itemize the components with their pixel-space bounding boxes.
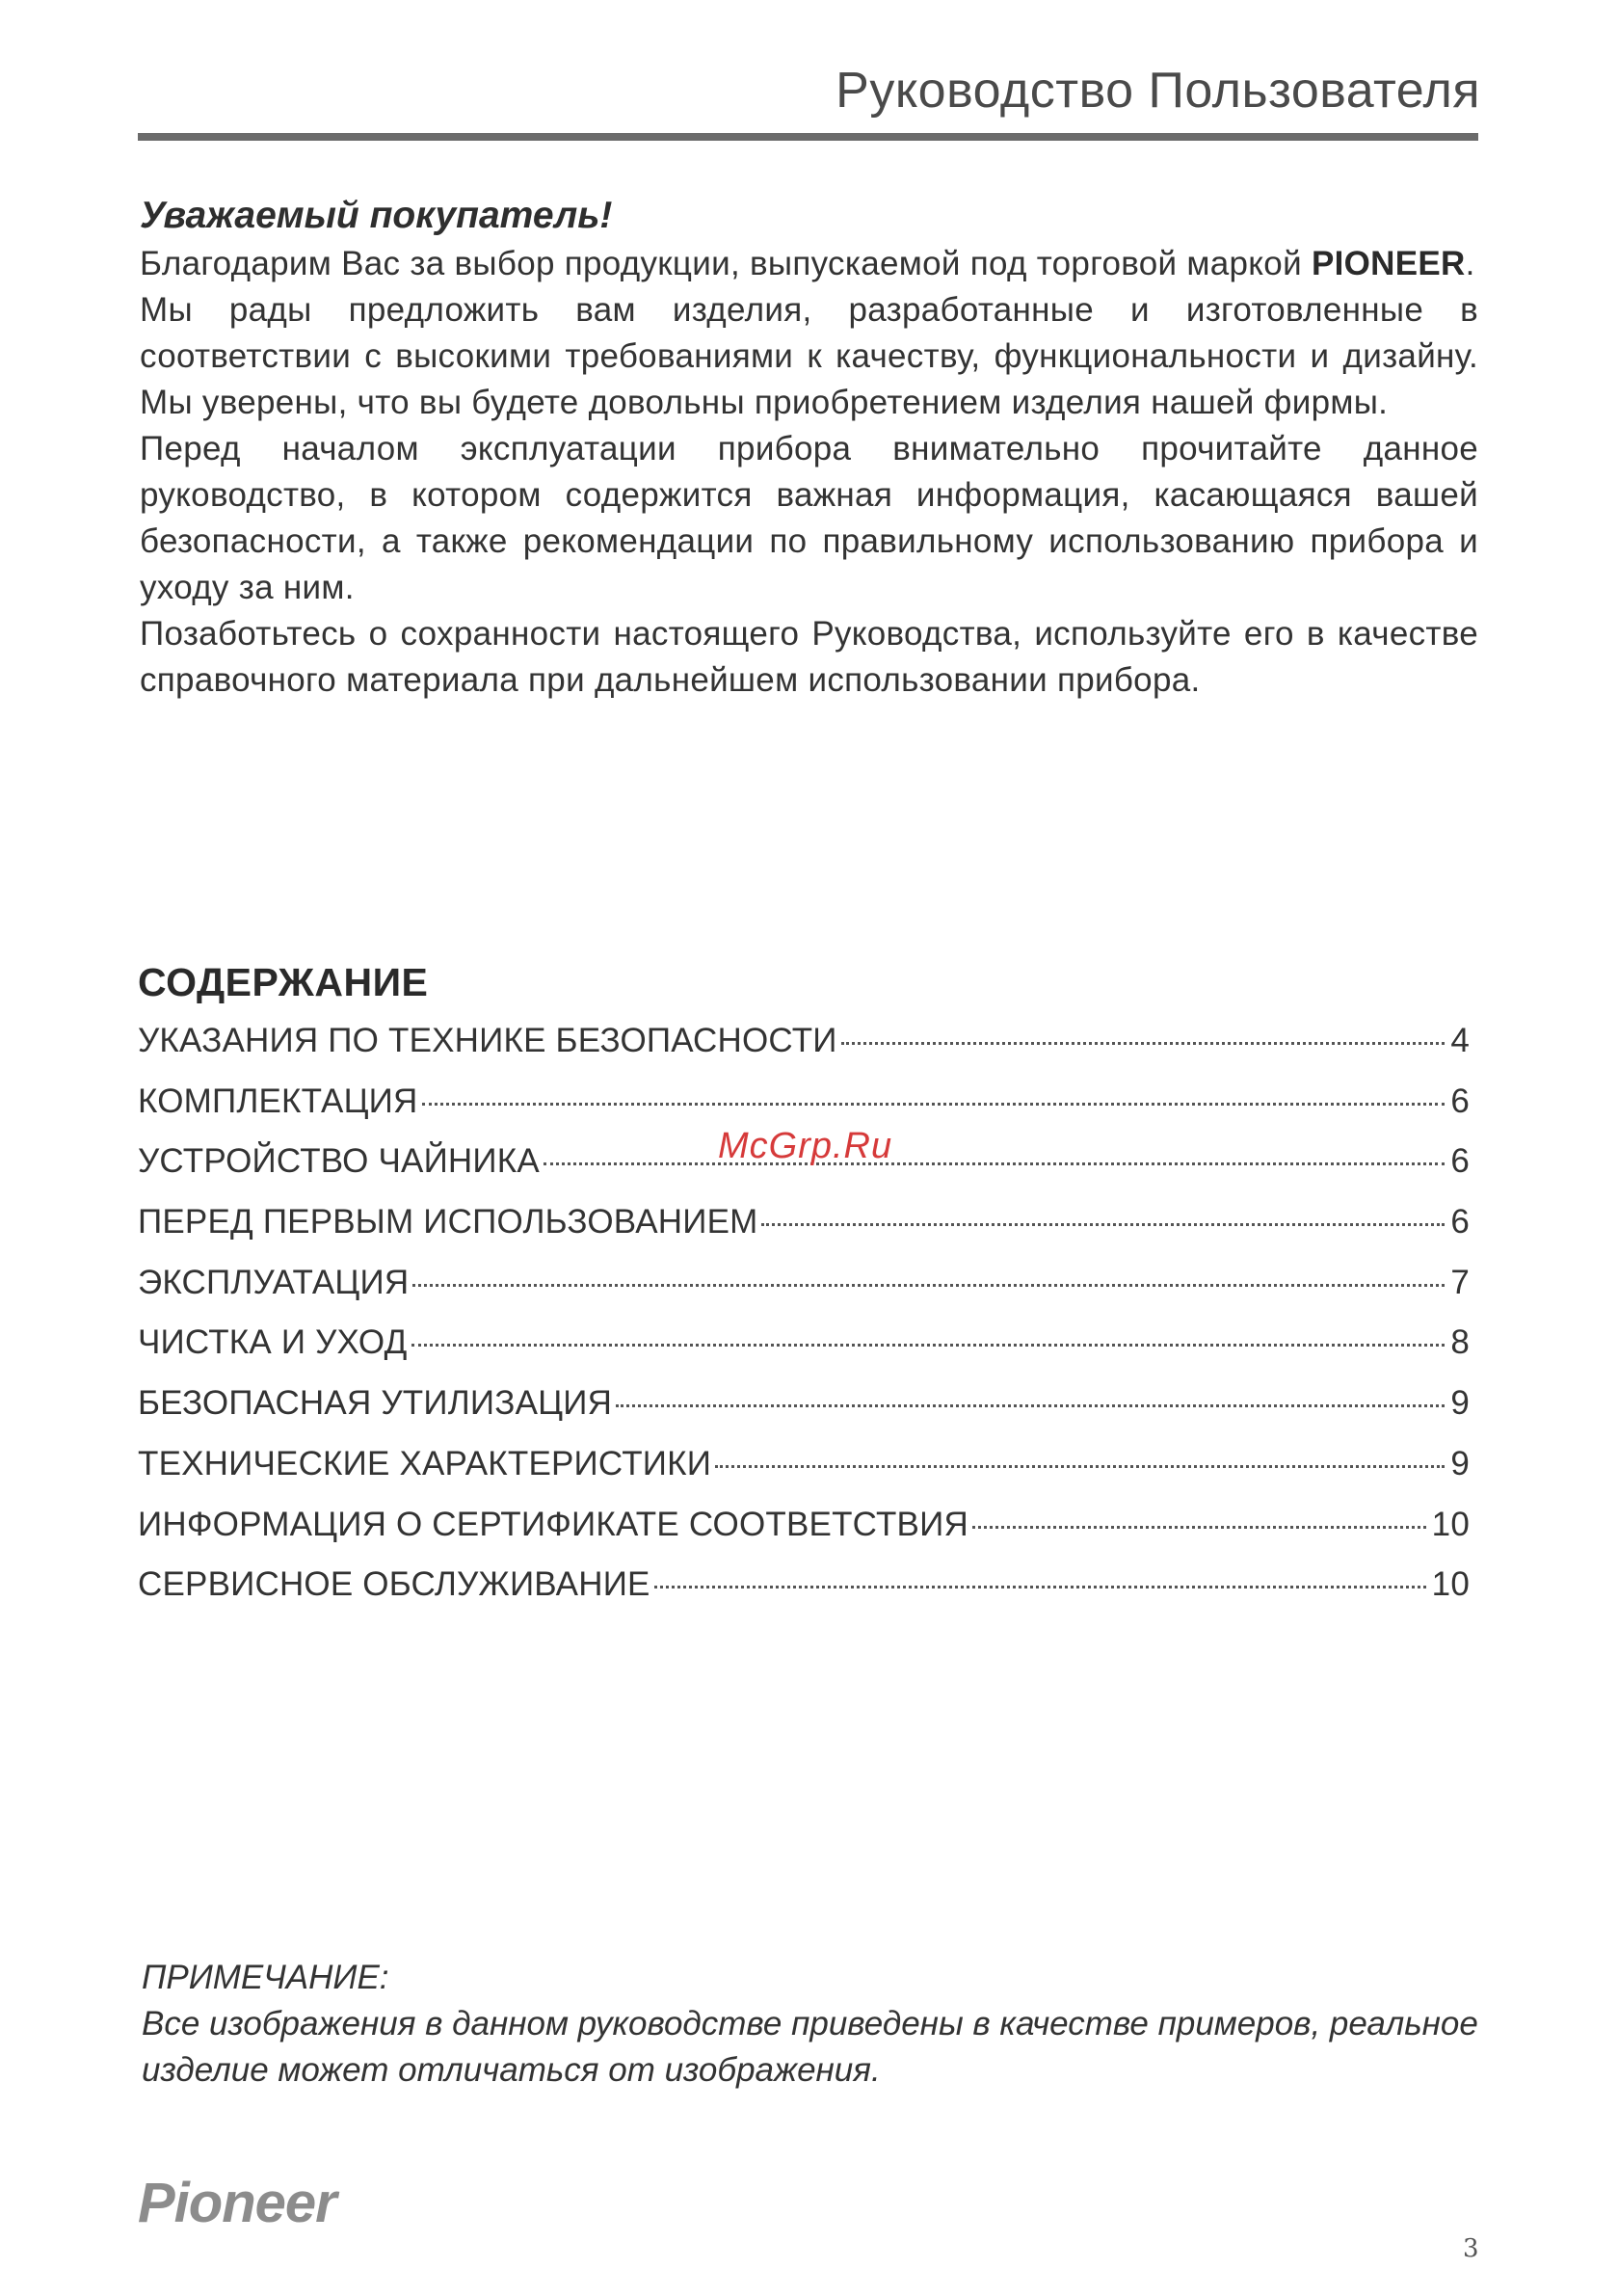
toc-entry-title: ТЕХНИЧЕСКИЕ ХАРАКТЕРИСТИКИ (138, 1444, 712, 1482)
toc-entry[interactable] (138, 1565, 1470, 1626)
toc-entry-page: 4 (1450, 1022, 1470, 1059)
toc-entry-title: УСТРОЙСТВО ЧАЙНИКА (138, 1142, 540, 1181)
toc-entry[interactable] (138, 1506, 1470, 1566)
toc-entry-page: 7 (1450, 1263, 1470, 1301)
toc-entry-title: ЧИСТКА И УХОД (138, 1323, 408, 1362)
toc-entry-page: 6 (1450, 1142, 1470, 1181)
toc-entry-title: БЕЗОПАСНАЯ УТИЛИЗАЦИЯ (138, 1384, 613, 1423)
toc-entry[interactable] (138, 1445, 1470, 1506)
intro-paragraph-1-end: . (1465, 245, 1475, 282)
toc-entry-page: 6 (1450, 1203, 1470, 1241)
toc-entry-title: КОМПЛЕКТАЦИЯ (138, 1081, 418, 1120)
toc-leader-dots (761, 1223, 1445, 1226)
intro-paragraph-4: Позаботьтесь о сохранности настоящего Руководства, используйте его в качестве справочного материала при дальнейшем использовании прибора. (140, 615, 1478, 699)
toc-leader-dots (715, 1465, 1445, 1468)
note-section (142, 1955, 1481, 2094)
toc-entry-title: ПЕРЕД ПЕРВЫМ ИСПОЛЬЗОВАНИЕМ (138, 1203, 758, 1241)
header-divider (138, 133, 1478, 141)
watermark: McGrp.Ru (718, 1126, 893, 1166)
toc-leader-dots (654, 1586, 1426, 1589)
toc-heading: СОДЕРЖАНИЕ (138, 960, 429, 1004)
pioneer-logo: Pioneer (138, 2172, 336, 2234)
note-text: Все изображения в данном руководстве приведены в качестве примеров, реальное изделие может отличаться от изображения. (142, 2005, 1478, 2089)
table-of-contents (138, 1022, 1470, 1626)
toc-leader-dots (841, 1042, 1445, 1045)
toc-leader-dots (616, 1404, 1445, 1407)
toc-entry-title: ЭКСПЛУАТАЦИЯ (138, 1263, 410, 1301)
note-label: ПРИМЕЧАНИЕ: (142, 1959, 389, 1996)
toc-entry-page: 8 (1450, 1323, 1470, 1362)
intro-paragraph-3: Перед началом эксплуатации прибора внимательно прочитайте данное руководство, в котором содержится важная информация, касающаяся вашей безопасности, а также рекомендации по правильному использованию прибора и уходу за ним. (140, 430, 1478, 606)
page-number: 3 (1463, 2234, 1479, 2263)
intro-section (140, 193, 1478, 704)
toc-entry-title: ИНФОРМАЦИЯ О СЕРТИФИКАТЕ СООТВЕТСТВИЯ (138, 1505, 968, 1543)
brand-name: PIONEER (1311, 245, 1466, 282)
intro-paragraph-1-text: Благодарим Вас за выбор продукции, выпускаемой под торговой маркой (140, 245, 1302, 282)
toc-leader-dots (972, 1526, 1426, 1529)
intro-paragraph-2: Мы рады предложить вам изделия, разработанные и изготовленные в соответствии с высокими требованиями к качеству, функциональности и дизайну. Мы уверены, что вы будете довольны приобретением изделия нашей фирмы. (140, 291, 1478, 421)
toc-leader-dots (411, 1344, 1446, 1347)
toc-entry-title: УКАЗАНИЯ ПО ТЕХНИКЕ БЕЗОПАСНОСТИ (138, 1022, 837, 1059)
toc-entry-page: 10 (1431, 1505, 1470, 1543)
toc-entry[interactable] (138, 1384, 1470, 1445)
toc-entry-page: 10 (1431, 1565, 1470, 1604)
toc-entry-title: СЕРВИСНОЕ ОБСЛУЖИВАНИЕ (138, 1565, 650, 1604)
greeting-heading: Уважаемый покупатель! (140, 195, 613, 236)
toc-leader-dots (412, 1284, 1445, 1287)
toc-entry[interactable] (138, 1022, 1470, 1082)
toc-leader-dots (422, 1103, 1445, 1106)
page-header-title: Руководство Пользователя (836, 63, 1480, 119)
toc-entry[interactable] (138, 1323, 1470, 1384)
toc-entry[interactable] (138, 1203, 1470, 1264)
toc-leader-dots (544, 1162, 1445, 1165)
toc-entry[interactable] (138, 1264, 1470, 1324)
toc-entry-page: 6 (1450, 1081, 1470, 1120)
intro-paragraph-1 (140, 241, 1478, 287)
toc-entry-page: 9 (1450, 1384, 1470, 1423)
toc-entry-page: 9 (1450, 1444, 1470, 1482)
